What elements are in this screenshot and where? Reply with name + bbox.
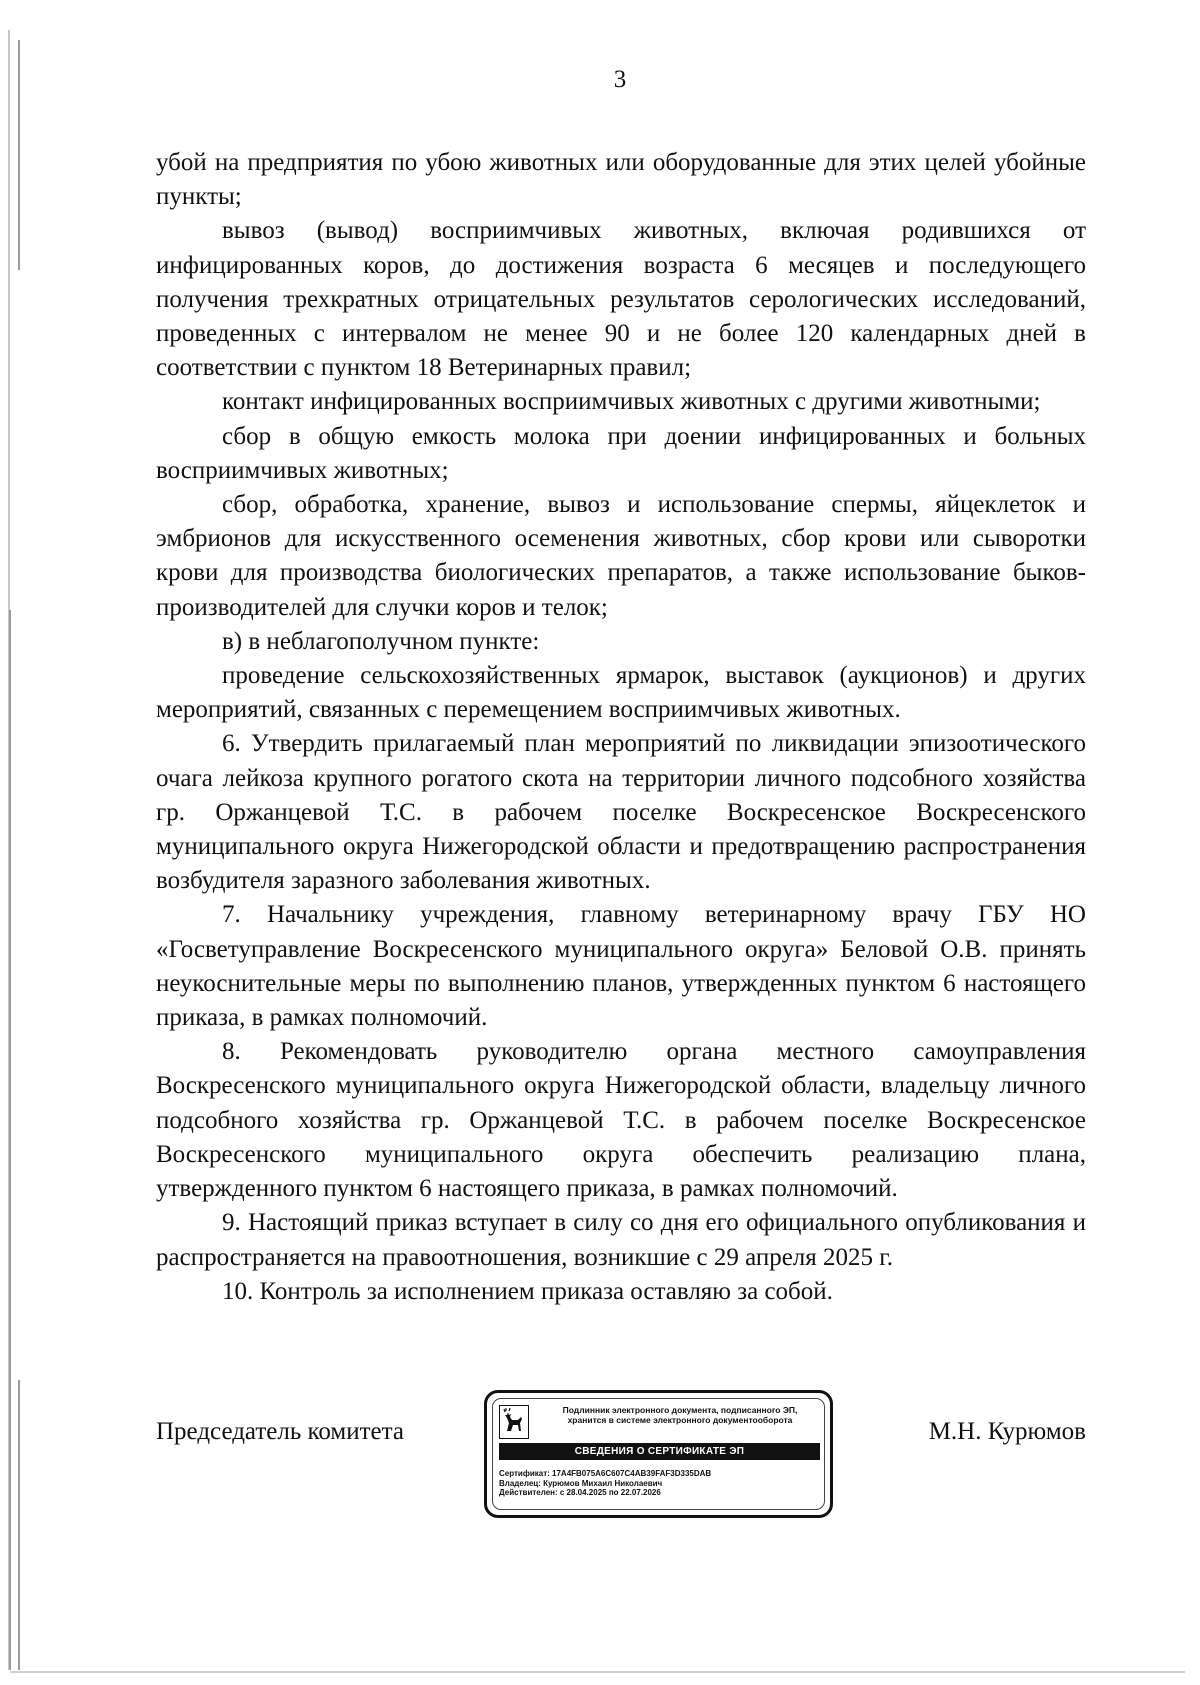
stamp-header-line: хранится в системе электронного документооборота: [567, 1415, 793, 1425]
deer-emblem-icon: [499, 1405, 529, 1439]
paragraph: в) в неблагополучном пункте:: [222, 627, 540, 655]
signatory-title: Председатель комитета: [156, 1418, 404, 1445]
paragraph: 6. Утвердить прилагаемый план мероприятий по ликвидации эпизоотического очага лейкоза крупного рогатого скота на территории личного подсобного хозяйства гр. Оржанцевой Т.С. в рабочем поселке Воскресенское Воскресенского муниципального округа Нижегородской области и предотвращению распространения возбудителя заразного заболевания животных.: [156, 730, 1086, 895]
paragraph: 10. Контроль за исполнением приказа оставляю за собой.: [222, 1277, 833, 1305]
paragraph: сбор, обработка, хранение, вывоз и использование спермы, яйцеклеток и эмбрионов для искусственного осеменения животных, сбор крови или сыворотки крови для производства биологических препаратов, а также использование быков-производителей для случки коров и телок;: [156, 491, 1086, 621]
paragraph: проведение сельскохозяйственных ярмарок, выставок (аукционов) и других мероприятий, связанных с перемещением восприимчивых животных.: [156, 662, 1086, 724]
paragraph: сбор в общую емкость молока при доении инфицированных и больных восприимчивых животных;: [156, 422, 1086, 484]
certificate-validity: Действителен: с 28.04.2025 по 22.07.2026: [499, 1488, 661, 1498]
stamp-header-line: Подлинник электронного документа, подписанного ЭП,: [562, 1405, 798, 1415]
certificate-number: Сертификат: 17A4FB075A6C607C4AB39FAF3D335DAB: [499, 1469, 712, 1478]
scan-mark-lower: [18, 1380, 20, 1670]
page-number: 3: [613, 66, 627, 93]
stamp-header: [535, 1405, 825, 1425]
paragraph: вывоз (вывод) восприимчивых животных, включая родившихся от инфицированных коров, до достижения возраста 6 месяцев и последующего получения трехкратных отрицательных результатов серологических исследований, проведенных с интервалом не менее 90 и не более 120 календарных дней в соответствии с пунктом 18 Ветеринарных правил;: [156, 217, 1086, 382]
scan-edge-bottom: [10, 1671, 1185, 1673]
paragraph: 9. Настоящий приказ вступает в силу со дня его официального опубликования и распространяется на правоотношения, возникшие с 29 апреля 2025 г.: [156, 1209, 1086, 1271]
scan-edge-left-lower: [9, 610, 11, 1670]
electronic-signature-stamp: [484, 1390, 833, 1518]
paragraph: контакт инфицированных восприимчивых животных с другими животными;: [222, 388, 1041, 416]
signature-block: [156, 1390, 1086, 1510]
certificate-details: [499, 1469, 711, 1498]
signatory-name: М.Н. Курюмов: [928, 1418, 1086, 1445]
certificate-info-bar: СВЕДЕНИЯ О СЕРТИФИКАТЕ ЭП: [499, 1443, 820, 1460]
paragraph: 7. Начальнику учреждения, главному ветеринарному врачу ГБУ НО «Госветуправление Воскресенского муниципального округа» Беловой О.В. принять неукоснительные меры по выполнению планов, утвержденных пунктом 6 настоящего приказа, в рамках полномочий.: [156, 901, 1086, 1032]
certificate-owner: Владелец: Курюмов Михаил Николаевич: [499, 1478, 663, 1488]
document-body: [156, 146, 1086, 1309]
paragraph: убой на предприятия по убою животных или оборудованные для этих целей убойные пункты;: [156, 149, 1086, 211]
paragraph: 8. Рекомендовать руководителю органа местного самоуправления Воскресенского муниципального округа Нижегородской области, владельцу личного подсобного хозяйства гр. Оржанцевой Т.С. в рабочем поселке Воскресенское Воскресенского муниципального округа обеспечить реализацию плана, утвержденного пунктом 6 настоящего приказа, в рамках полномочий.: [156, 1038, 1086, 1203]
